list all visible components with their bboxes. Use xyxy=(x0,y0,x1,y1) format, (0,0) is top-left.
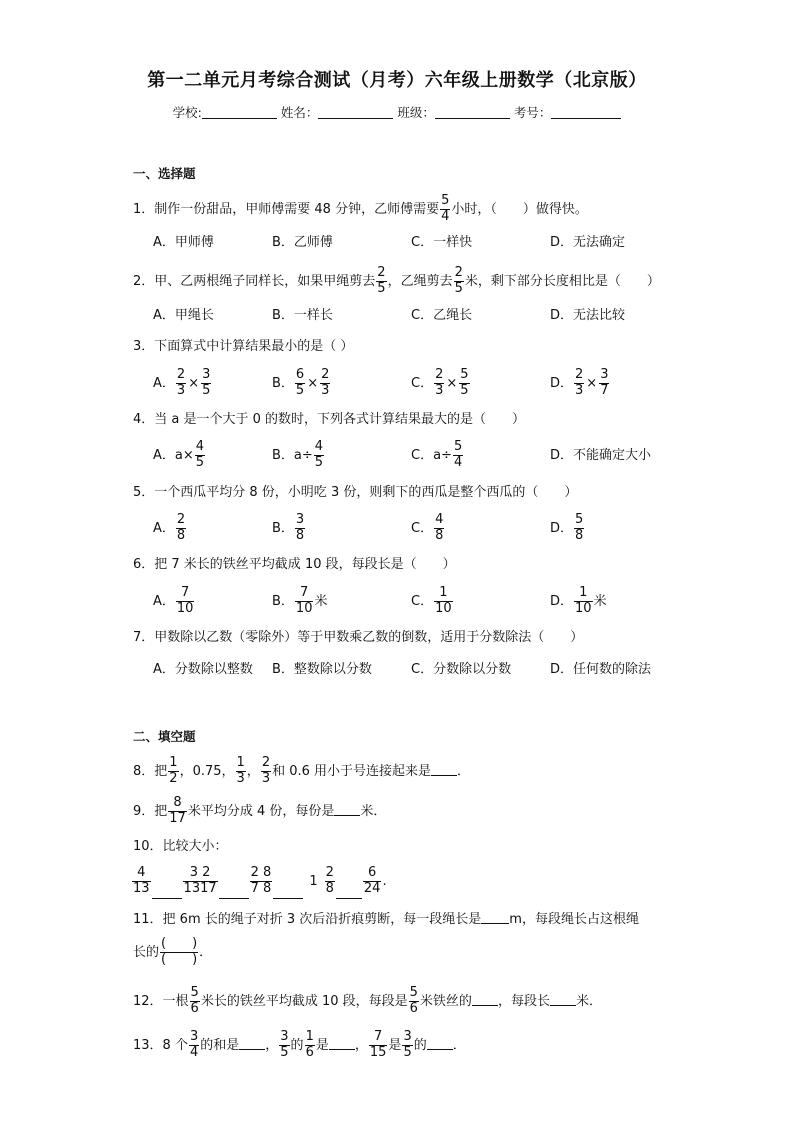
q13-f3-num: 1 xyxy=(305,1029,314,1044)
q10-f6-num: 6 xyxy=(363,866,382,882)
q13-f4-den: 15 xyxy=(369,1044,387,1060)
q8-text-b: ，0.75， xyxy=(179,763,235,779)
q6-d-den: 10 xyxy=(575,600,592,616)
q12-f2-den: 6 xyxy=(409,1000,418,1016)
q10-one: 1 xyxy=(309,873,318,889)
q2-option-d[interactable]: D．无法比较 xyxy=(550,308,626,323)
q11-text-b: m，每段绳长占这根绳 xyxy=(509,912,639,927)
q10-end: . xyxy=(382,873,387,889)
q5-c-num: 4 xyxy=(435,512,444,527)
question-3: 3．下面算式中计算结果最小的是（ ） xyxy=(133,339,354,354)
q3-c-f1-num: 2 xyxy=(435,367,444,382)
q6-b-frac xyxy=(295,586,314,617)
q9-frac xyxy=(168,796,187,827)
q6-d-num: 1 xyxy=(574,586,593,602)
q11-paren-num: ( ) xyxy=(161,936,198,951)
q2-text-a: 2．甲、乙两根绳子同样长，如果甲绳剪去 xyxy=(133,273,376,289)
question-2 xyxy=(133,266,660,297)
q12-f2-num: 5 xyxy=(409,985,418,1000)
q13-frac-2 xyxy=(279,1030,289,1061)
q8-text-c: ， xyxy=(246,763,260,779)
q5-a-den: 8 xyxy=(176,527,186,543)
q8-f2-num: 1 xyxy=(236,755,245,770)
q3-option-b[interactable] xyxy=(272,368,331,399)
q13-f1-den: 4 xyxy=(189,1044,199,1060)
q5-d-label: D． xyxy=(550,520,574,536)
q5-option-c[interactable] xyxy=(411,513,445,544)
q3-a-label: A． xyxy=(153,375,175,391)
q13-frac-1 xyxy=(189,1030,199,1061)
q3-option-a[interactable] xyxy=(153,368,212,399)
number-label: 考号： xyxy=(513,105,552,120)
q1-option-a[interactable]: A．甲师傅 xyxy=(153,235,214,250)
q2-option-c[interactable]: C．乙绳长 xyxy=(411,308,473,323)
q4-c-den: 4 xyxy=(453,454,463,470)
q12-text-e: 米． xyxy=(575,993,602,1009)
q8-answer-blank[interactable] xyxy=(431,764,457,776)
q3-b-f1-den: 5 xyxy=(295,382,305,398)
q10-f1-num: 4 xyxy=(132,866,151,882)
q7-option-a[interactable]: A．分数除以整数 xyxy=(153,662,253,677)
name-label: 姓名： xyxy=(280,105,319,120)
q8-frac-2 xyxy=(236,756,246,787)
q6-c-frac xyxy=(434,586,453,617)
q10-blank-4[interactable] xyxy=(336,887,362,899)
q13-text-g: ， xyxy=(354,1037,368,1053)
q10-frac-5 xyxy=(325,866,335,897)
question-6: 6．把 7 米长的铁丝平均截成 10 段，每段长是（ ） xyxy=(133,557,456,572)
q3-c-label: C． xyxy=(411,375,434,391)
q3-a-frac1 xyxy=(176,368,186,399)
q11-text-d: ． xyxy=(199,944,213,960)
q9-text-c: 米． xyxy=(360,803,387,819)
q3-option-d[interactable] xyxy=(550,368,610,399)
q4-option-c[interactable] xyxy=(411,440,464,471)
q3-d-op: × xyxy=(586,375,598,391)
q13-text-c: ， xyxy=(265,1037,279,1053)
q5-c-label: C． xyxy=(411,520,434,536)
q12-f1-num: 5 xyxy=(190,985,199,1000)
q9-num: 8 xyxy=(168,796,187,812)
q1-text-b: 小时，（ ）做得快。 xyxy=(451,201,588,217)
q3-a-f1-num: 2 xyxy=(176,367,186,382)
q2-option-a[interactable]: A．甲绳长 xyxy=(153,308,214,323)
q3-d-f2-den: 7 xyxy=(600,382,609,398)
q2-f2-num: 2 xyxy=(454,265,463,280)
q10-blank-1[interactable] xyxy=(152,887,182,899)
q6-option-a[interactable] xyxy=(153,586,195,617)
q3-b-frac2 xyxy=(320,368,330,399)
q13-frac-5 xyxy=(402,1030,412,1061)
q7-option-d[interactable]: D．任何数的除法 xyxy=(550,662,652,677)
q3-c-frac2 xyxy=(459,368,469,399)
name-blank[interactable] xyxy=(318,106,393,119)
question-1 xyxy=(133,194,588,225)
q4-a-label: A．a× xyxy=(153,447,194,463)
q2-text-c: 米，剩下部分长度相比是（ ） xyxy=(464,273,660,289)
q6-b-unit: 米 xyxy=(314,593,328,609)
question-11-line2 xyxy=(133,937,212,968)
q4-b-num: 4 xyxy=(314,439,324,454)
q10-f1-den: 13 xyxy=(133,880,150,896)
q11-text-a: 11．把 6m 长的绳子对折 3 次后沿折痕剪断，每一段绳长是 xyxy=(133,912,482,927)
q12-frac-1 xyxy=(190,986,200,1017)
q3-d-f1-num: 2 xyxy=(575,367,584,382)
q4-a-den: 5 xyxy=(195,454,205,470)
q1-text-a: 1．制作一份甜品，甲师傅需要 48 分钟，乙师傅需要 xyxy=(133,201,440,217)
q13-text-a: 13．8 个 xyxy=(133,1037,188,1053)
q10-frac-2 xyxy=(183,866,218,897)
q6-option-b[interactable] xyxy=(272,586,327,617)
q2-option-b[interactable]: B．一样长 xyxy=(272,308,333,323)
q5-option-b[interactable] xyxy=(272,513,306,544)
q6-b-den: 10 xyxy=(295,600,313,616)
q10-f5-den: 8 xyxy=(325,880,334,896)
q5-c-frac xyxy=(434,513,444,544)
q13-answer-blank-2[interactable] xyxy=(329,1038,355,1050)
q5-b-num: 3 xyxy=(295,512,305,527)
q6-b-num: 7 xyxy=(295,586,314,602)
q5-d-den: 8 xyxy=(575,527,584,543)
q5-option-d[interactable] xyxy=(550,513,585,544)
q3-c-frac1 xyxy=(434,368,444,399)
q5-b-label: B． xyxy=(272,520,294,536)
q3-a-frac2 xyxy=(201,368,211,399)
q3-d-label: D． xyxy=(550,375,574,391)
q3-c-op: × xyxy=(446,375,458,391)
q8-frac-1 xyxy=(168,756,178,787)
q6-b-label: B． xyxy=(272,593,294,609)
q6-option-c[interactable] xyxy=(411,586,454,617)
q4-option-a[interactable] xyxy=(153,440,206,471)
q3-b-frac1 xyxy=(295,368,305,399)
question-13 xyxy=(133,1030,466,1061)
section-fill-heading: 二、填空题 xyxy=(133,729,196,744)
q2-f1-den: 5 xyxy=(377,280,386,296)
q10-f3-num: 2 8 xyxy=(250,865,272,880)
q4-option-b[interactable] xyxy=(272,440,325,471)
q3-a-op: × xyxy=(188,375,200,391)
q6-d-unit: 米 xyxy=(593,593,607,609)
q12-frac-2 xyxy=(409,986,419,1017)
question-10: 10．比较大小： xyxy=(133,839,228,854)
q3-d-frac1 xyxy=(574,368,584,399)
q3-b-label: B． xyxy=(272,375,294,391)
q5-a-num: 2 xyxy=(176,512,186,527)
q10-blank-2[interactable] xyxy=(219,887,249,899)
q3-a-f1-den: 3 xyxy=(176,382,186,398)
q5-c-den: 8 xyxy=(435,527,444,543)
q13-frac-4 xyxy=(369,1030,388,1061)
q3-c-f2-num: 5 xyxy=(460,367,469,382)
q1-fraction-den: 4 xyxy=(441,208,450,224)
section-choice-heading: 一、选择题 xyxy=(133,166,196,181)
q2-text-b: ，乙绳剪去 xyxy=(387,273,453,289)
q13-text-b: 的和是 xyxy=(200,1037,240,1053)
q3-d-f1-den: 3 xyxy=(575,382,584,398)
q4-c-frac xyxy=(453,440,463,471)
page-title: 第一二单元月考综合测试（月考）六年级上册数学（北京版） xyxy=(147,70,647,91)
q1-fraction-num: 5 xyxy=(441,193,450,208)
q6-d-frac xyxy=(574,586,593,617)
q13-answer-blank-1[interactable] xyxy=(239,1038,265,1050)
q12-f1-den: 6 xyxy=(190,1000,199,1016)
q9-answer-blank[interactable] xyxy=(334,804,360,816)
q12-answer-blank-1[interactable] xyxy=(472,994,498,1006)
q3-d-f2-num: 3 xyxy=(600,367,609,382)
q13-f5-den: 5 xyxy=(403,1044,412,1060)
q3-b-f2-den: 3 xyxy=(321,382,330,398)
q11-answer-blank-1[interactable] xyxy=(481,912,509,924)
q3-b-op: × xyxy=(307,375,319,391)
q13-frac-3 xyxy=(305,1030,315,1061)
q6-c-num: 1 xyxy=(434,586,453,602)
q8-f3-num: 2 xyxy=(261,755,271,770)
q4-option-d[interactable]: D．不能确定大小 xyxy=(550,448,652,463)
q4-c-label: C．a÷ xyxy=(411,447,452,463)
q13-text-h: 是 xyxy=(388,1037,402,1053)
q13-f1-num: 3 xyxy=(189,1029,199,1044)
q1-option-c[interactable]: C．一样快 xyxy=(411,235,473,250)
q6-c-label: C． xyxy=(411,593,434,609)
q5-a-frac xyxy=(176,513,186,544)
q13-f3-den: 6 xyxy=(305,1044,314,1060)
q5-b-den: 8 xyxy=(295,527,305,543)
q12-text-c: 米铁丝的 xyxy=(419,993,472,1009)
q3-c-f2-den: 5 xyxy=(460,382,469,398)
q13-f2-num: 3 xyxy=(280,1029,289,1044)
q5-a-label: A． xyxy=(153,520,175,536)
q8-frac-3 xyxy=(261,756,271,787)
q12-answer-blank-2[interactable] xyxy=(550,994,576,1006)
q2-fraction-1 xyxy=(376,266,386,297)
q8-f1-num: 1 xyxy=(169,755,178,770)
q10-frac-3 xyxy=(250,866,273,897)
q5-option-a[interactable] xyxy=(153,513,187,544)
q13-text-i: 的 xyxy=(413,1037,427,1053)
q7-option-c[interactable]: C．分数除以分数 xyxy=(411,662,512,677)
q11-answer-fraction[interactable] xyxy=(160,937,198,968)
q13-f4-num: 7 xyxy=(369,1030,388,1046)
q10-f3-den: 7 8 xyxy=(250,880,272,896)
q9-den: 17 xyxy=(169,810,186,826)
student-info-line xyxy=(0,106,794,120)
question-4: 4．当 a 是一个大于 0 的数时，下列各式计算结果最大的是（ ） xyxy=(133,412,526,427)
q9-text-a: 9．把 xyxy=(133,803,168,819)
q6-c-den: 10 xyxy=(435,600,452,616)
question-5: 5．一个西瓜平均分 8 份，小明吃 3 份，则剩下的西瓜是整个西瓜的（ ） xyxy=(133,485,578,500)
q1-option-d[interactable]: D．无法确定 xyxy=(550,235,626,250)
q8-f2-den: 3 xyxy=(236,770,245,786)
class-label: 班级： xyxy=(397,105,435,120)
q6-a-label: A． xyxy=(153,593,175,609)
q13-answer-blank-3[interactable] xyxy=(427,1038,453,1050)
q13-f2-den: 5 xyxy=(280,1044,289,1060)
q10-f6-den: 24 xyxy=(363,880,381,896)
q1-fraction xyxy=(440,194,450,225)
q5-b-frac xyxy=(295,513,305,544)
q6-option-d[interactable] xyxy=(550,586,607,617)
q2-f1-num: 2 xyxy=(377,265,386,280)
q10-f2-num: 3 2 xyxy=(183,866,218,882)
q3-c-f1-den: 3 xyxy=(435,382,444,398)
q3-d-frac2 xyxy=(599,368,609,399)
q8-f1-den: 2 xyxy=(169,770,178,786)
question-8 xyxy=(133,756,470,787)
question-7: 7．甲数除以乙数（零除外）等于甲数乘乙数的倒数，适用于分数除法（ ） xyxy=(133,630,584,645)
q8-text-e: ． xyxy=(457,763,471,779)
q4-a-frac xyxy=(195,440,205,471)
q4-a-num: 4 xyxy=(195,439,205,454)
question-11 xyxy=(133,912,639,926)
q9-text-b: 米平均分成 4 份，每份是 xyxy=(187,803,335,819)
q13-text-d: 的 xyxy=(290,1037,304,1053)
q11-paren-den: ( ) xyxy=(161,951,198,967)
class-blank[interactable] xyxy=(435,106,510,119)
q8-text-a: 8．把 xyxy=(133,763,168,779)
q8-f3-den: 3 xyxy=(261,770,271,786)
q10-frac-1 xyxy=(132,866,151,897)
q1-option-b[interactable]: B．乙师傅 xyxy=(272,235,333,250)
question-9 xyxy=(133,796,386,827)
q12-text-d: ，每段长 xyxy=(497,993,550,1009)
number-blank[interactable] xyxy=(551,106,621,119)
q10-blank-3[interactable] xyxy=(273,887,303,899)
q3-option-c[interactable] xyxy=(411,368,471,399)
q5-d-frac xyxy=(574,513,584,544)
q13-f5-num: 3 xyxy=(403,1029,412,1044)
q4-b-label: B．a÷ xyxy=(272,447,313,463)
q5-d-num: 5 xyxy=(575,512,584,527)
q13-text-j: ． xyxy=(452,1037,466,1053)
q10-frac-6 xyxy=(363,866,382,897)
q12-text-a: 12．一根 xyxy=(133,993,189,1009)
school-blank[interactable] xyxy=(202,106,277,119)
q6-a-num: 7 xyxy=(176,586,195,602)
q10-f2-den: 1317 xyxy=(183,880,217,896)
q3-b-f2-num: 2 xyxy=(321,367,330,382)
q4-c-num: 5 xyxy=(453,439,463,454)
q4-b-frac xyxy=(314,440,324,471)
q2-f2-den: 5 xyxy=(454,280,463,296)
q8-text-d: 和 0.6 用小于号连接起来是 xyxy=(272,763,432,779)
q7-option-b[interactable]: B．整数除以分数 xyxy=(272,662,372,677)
q11-text-c: 长的 xyxy=(133,944,160,960)
q6-a-den: 10 xyxy=(176,600,194,616)
q3-a-f2-den: 5 xyxy=(202,382,211,398)
q6-a-frac xyxy=(176,586,195,617)
question-12 xyxy=(133,986,602,1017)
q3-b-f1-num: 6 xyxy=(295,367,305,382)
q4-b-den: 5 xyxy=(314,454,324,470)
q12-text-b: 米长的铁丝平均截成 10 段，每段是 xyxy=(200,993,408,1009)
q3-a-f2-num: 3 xyxy=(202,367,211,382)
q10-comparisons xyxy=(131,866,387,899)
q10-f5-num: 2 xyxy=(325,865,334,880)
q13-text-e: 是 xyxy=(315,1037,329,1053)
q2-fraction-2 xyxy=(454,266,464,297)
school-label: 学校: xyxy=(172,105,202,120)
q6-d-label: D． xyxy=(550,593,574,609)
